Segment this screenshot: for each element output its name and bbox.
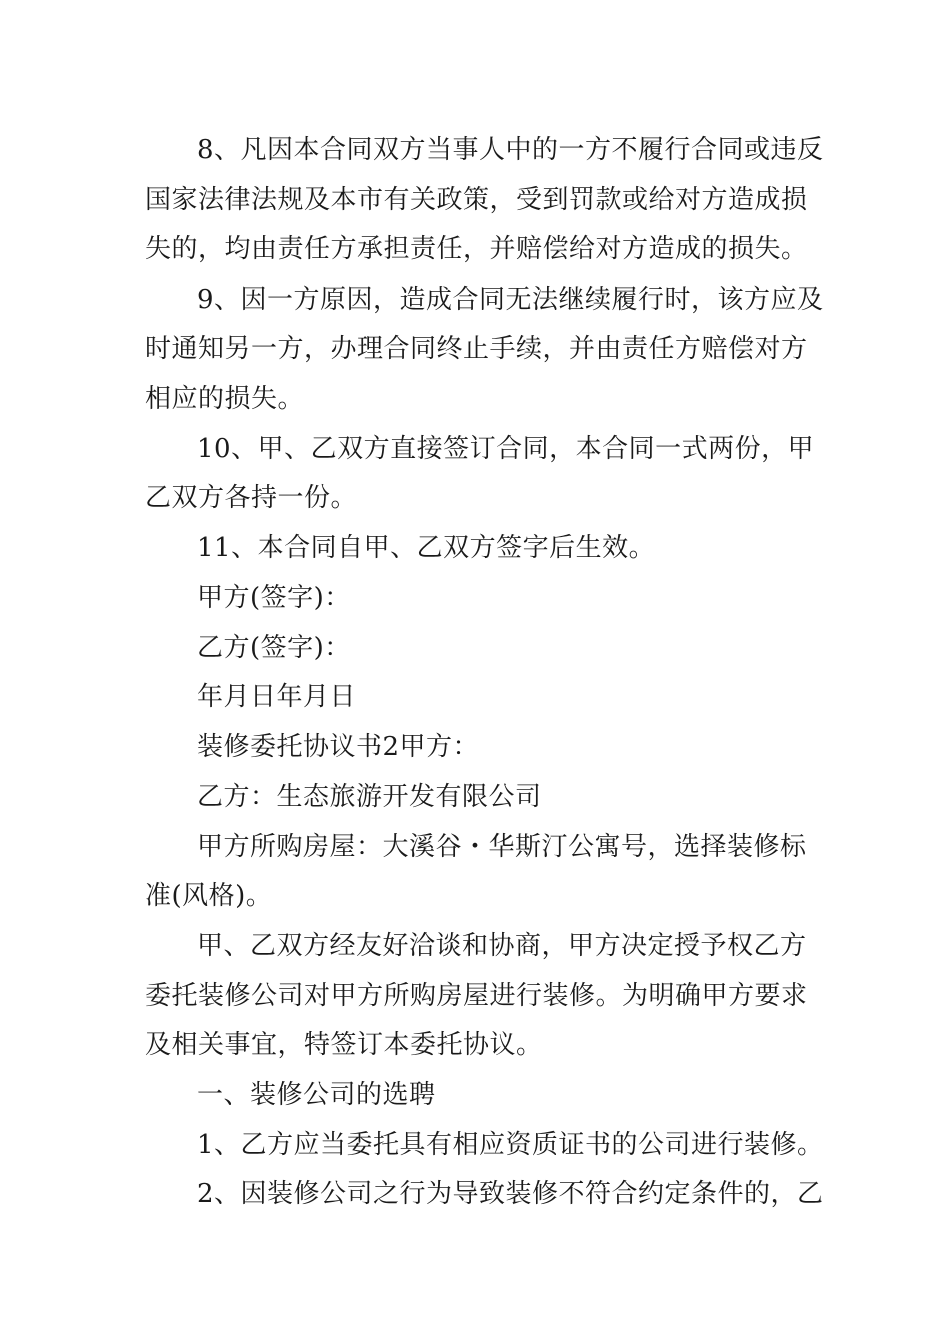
paragraph-line: 及相关事宜，特签订本委托协议。 <box>145 1030 543 1060</box>
section-heading: 一、装修公司的选聘 <box>197 1080 436 1110</box>
paragraph-line: 委托装修公司对甲方所购房屋进行装修。为明确甲方要求 <box>145 981 808 1011</box>
paragraph-line: 1、乙方应当委托具有相应资质证书的公司进行装修。 <box>197 1130 824 1160</box>
paragraph-line: 甲、乙双方经友好洽谈和协商，甲方决定授予权乙方 <box>197 931 807 961</box>
paragraph-line: 9、因一方原因，造成合同无法继续履行时，该方应及 <box>197 285 824 315</box>
paragraph-line: 11、本合同自甲、乙双方签字后生效。 <box>197 533 656 563</box>
paragraph-line: 准(风格)。 <box>145 881 273 911</box>
paragraph-line: 国家法律法规及本市有关政策，受到罚款或给对方造成损 <box>145 185 808 215</box>
agreement-title-line: 装修委托协议书2甲方： <box>197 732 480 762</box>
paragraph-line: 相应的损失。 <box>145 384 305 414</box>
paragraph-line: 甲方所购房屋：大溪谷・华斯汀公寓号，选择装修标 <box>197 832 807 862</box>
party-b-line: 乙方：生态旅游开发有限公司 <box>197 782 542 812</box>
signature-line-party-b: 乙方(签字)： <box>197 633 351 663</box>
paragraph-line: 8、凡因本合同双方当事人中的一方不履行合同或违反 <box>197 135 824 165</box>
signature-line-party-a: 甲方(签字)： <box>197 583 351 613</box>
paragraph-line: 失的，均由责任方承担责任，并赔偿给对方造成的损失。 <box>145 234 808 264</box>
paragraph-line: 10、甲、乙双方直接签订合同，本合同一式两份，甲 <box>197 434 815 464</box>
paragraph-line: 时通知另一方，办理合同终止手续，并由责任方赔偿对方 <box>145 334 808 364</box>
date-line: 年月日年月日 <box>197 682 357 712</box>
paragraph-line: 2、因装修公司之行为导致装修不符合约定条件的，乙 <box>197 1179 824 1209</box>
paragraph-line: 乙双方各持一份。 <box>145 483 358 513</box>
